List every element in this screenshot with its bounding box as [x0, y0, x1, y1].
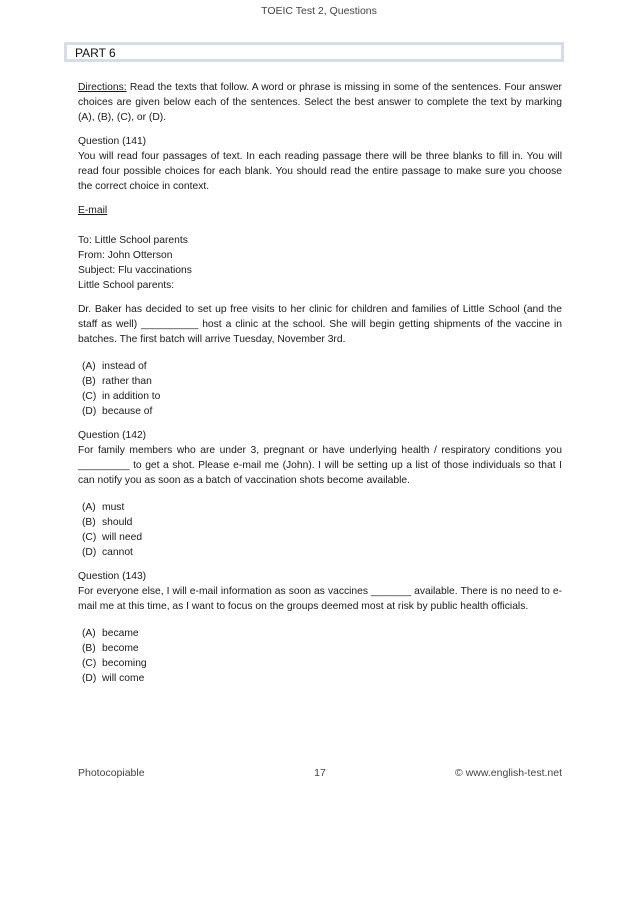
email-to: To: Little School parents: [78, 235, 188, 246]
email-from: From: John Otterson: [78, 250, 173, 261]
option-142-c[interactable]: (C) will need: [82, 532, 143, 543]
directions-text: Read the texts that follow. A word or phrase is missing in some of the sentences. Four answer choices are given below each of the sentences. Select the best answer to complete the text by marking (A), (B), (C), or (D).: [78, 82, 562, 123]
option-143-c[interactable]: (C) becoming: [82, 658, 147, 669]
running-header: TOEIC Test 2, Questions: [261, 5, 377, 17]
option-141-c[interactable]: (C) in addition to: [82, 391, 161, 402]
footer-copyright: © www.english-test.net: [455, 767, 562, 779]
question-141-label: Question (141): [78, 136, 147, 147]
email-header: [78, 233, 562, 293]
page-content: [78, 80, 562, 695]
question-143-label: Question (143): [78, 571, 147, 582]
option-141-d[interactable]: (D) because of: [82, 406, 153, 417]
footer-photocopiable: Photocopiable: [78, 767, 145, 779]
option-142-b[interactable]: (B) should: [82, 517, 133, 528]
email-body-paragraph: Dr. Baker has decided to set up free visits to her clinic for children and families of Little School (and the staff as well) __________ host a clinic at the school. She will begin getting shipments of the vaccine in batches. The first batch will arrive Tuesday, November 3rd.: [78, 304, 562, 345]
question-143-options: [82, 626, 562, 686]
option-142-a[interactable]: (A) must: [82, 502, 125, 513]
directions-paragraph: [78, 80, 562, 125]
part-heading-box: [64, 42, 564, 62]
question-142-options: [82, 500, 562, 560]
option-141-a[interactable]: (A) instead of: [82, 361, 147, 372]
question-143-text: For everyone else, I will e-mail information as soon as vaccines _______ available. There is no need to e-mail me at this time, as I want to focus on the groups deemed most at risk by public health officials.: [78, 586, 562, 612]
directions-label: Directions:: [78, 82, 127, 93]
question-141-instructions: You will read four passages of text. In each reading passage there will be three blanks to fill in. You will read four possible choices for each blank. You should read the entire passage to make sure you choose the correct choice in context.: [78, 151, 562, 192]
email-type-label: E-mail: [78, 205, 108, 216]
email-greeting: Little School parents:: [78, 280, 175, 291]
option-143-a[interactable]: (A) became: [82, 628, 139, 639]
part-title: PART 6: [75, 46, 116, 60]
option-143-b[interactable]: (B) become: [82, 643, 139, 654]
question-142-label: Question (142): [78, 430, 147, 441]
question-141-options: [82, 359, 562, 419]
option-143-d[interactable]: (D) will come: [82, 673, 145, 684]
email-subject: Subject: Flu vaccinations: [78, 265, 192, 276]
option-141-b[interactable]: (B) rather than: [82, 376, 152, 387]
footer-page-number: 17: [314, 767, 326, 779]
option-142-d[interactable]: (D) cannot: [82, 547, 133, 558]
question-142-text: For family members who are under 3, pregnant or have underlying health / respiratory conditions you _________ to get a shot. Please e-mail me (John). I will be setting up a list of those individuals so that I can notify you as soon as a batch of vaccination shots become available.: [78, 445, 562, 486]
